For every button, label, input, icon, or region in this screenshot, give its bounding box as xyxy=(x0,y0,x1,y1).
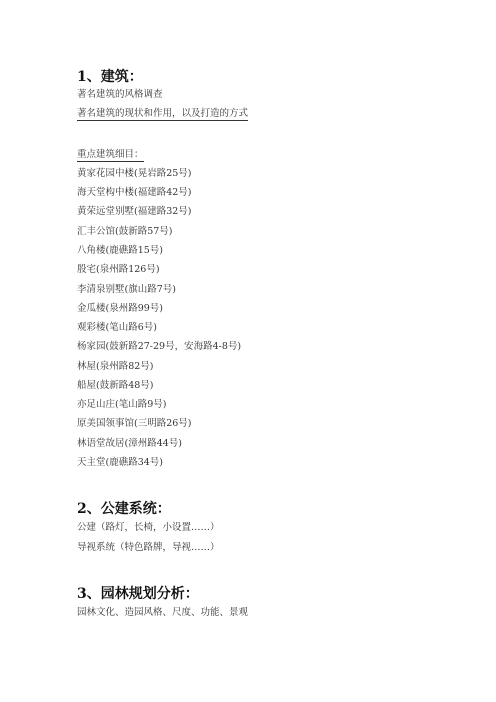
list-title xyxy=(77,149,144,161)
list-item: 船屋(鼓新路48号) xyxy=(77,380,154,391)
list-item: 海天堂构中楼(福建路42号) xyxy=(77,187,192,198)
section-3-line: 园林文化、造园风格、尺度、功能、景观 xyxy=(77,607,249,618)
section-2-line: 导视系统（特色路牌，导视……） xyxy=(77,542,220,553)
list-item: 汇丰公馆(鼓新路57号) xyxy=(77,226,173,237)
list-item: 观彩楼(笔山路6号) xyxy=(77,322,157,333)
section-1-line: 著名建筑的风格调查 xyxy=(77,89,163,100)
list-item: 天主堂(鹿礁路34号) xyxy=(77,457,164,468)
list-item: 杨家园(鼓新路27-29号，安海路4-8号) xyxy=(77,341,242,352)
section-1-underlined-line: 著名建筑的现状和作用，以及打造的方式 xyxy=(77,108,249,119)
list-item: 八角楼(鹿礁路15号) xyxy=(77,245,164,256)
section-1-line xyxy=(77,108,248,120)
list-item: 林屋(泉州路82号) xyxy=(77,361,154,372)
section-2-heading: 2、公建系统： xyxy=(77,501,171,517)
section-2-line: 公建（路灯，长椅，小设置……） xyxy=(77,522,220,533)
list-item: 李清泉别墅(旗山路7号) xyxy=(77,284,176,295)
list-item: 殷宅(泉州路126号) xyxy=(77,264,160,275)
list-item: 亦足山庄(笔山路9号) xyxy=(77,399,167,410)
list-item: 林语堂故居(漳州路44号) xyxy=(77,438,183,449)
list-item: 黄荣远堂别墅(福建路32号) xyxy=(77,206,192,217)
list-item: 原美国领事馆(三明路26号) xyxy=(77,418,192,429)
list-title-text: 重点建筑细目： xyxy=(77,149,144,160)
list-item: 黄家花园中楼(晃岩路25号) xyxy=(77,168,192,179)
list-item: 金瓜楼(泉州路99号) xyxy=(77,303,164,314)
section-3-heading: 3、园林规划分析： xyxy=(77,586,199,602)
section-1-heading: 1、建筑： xyxy=(77,69,143,85)
